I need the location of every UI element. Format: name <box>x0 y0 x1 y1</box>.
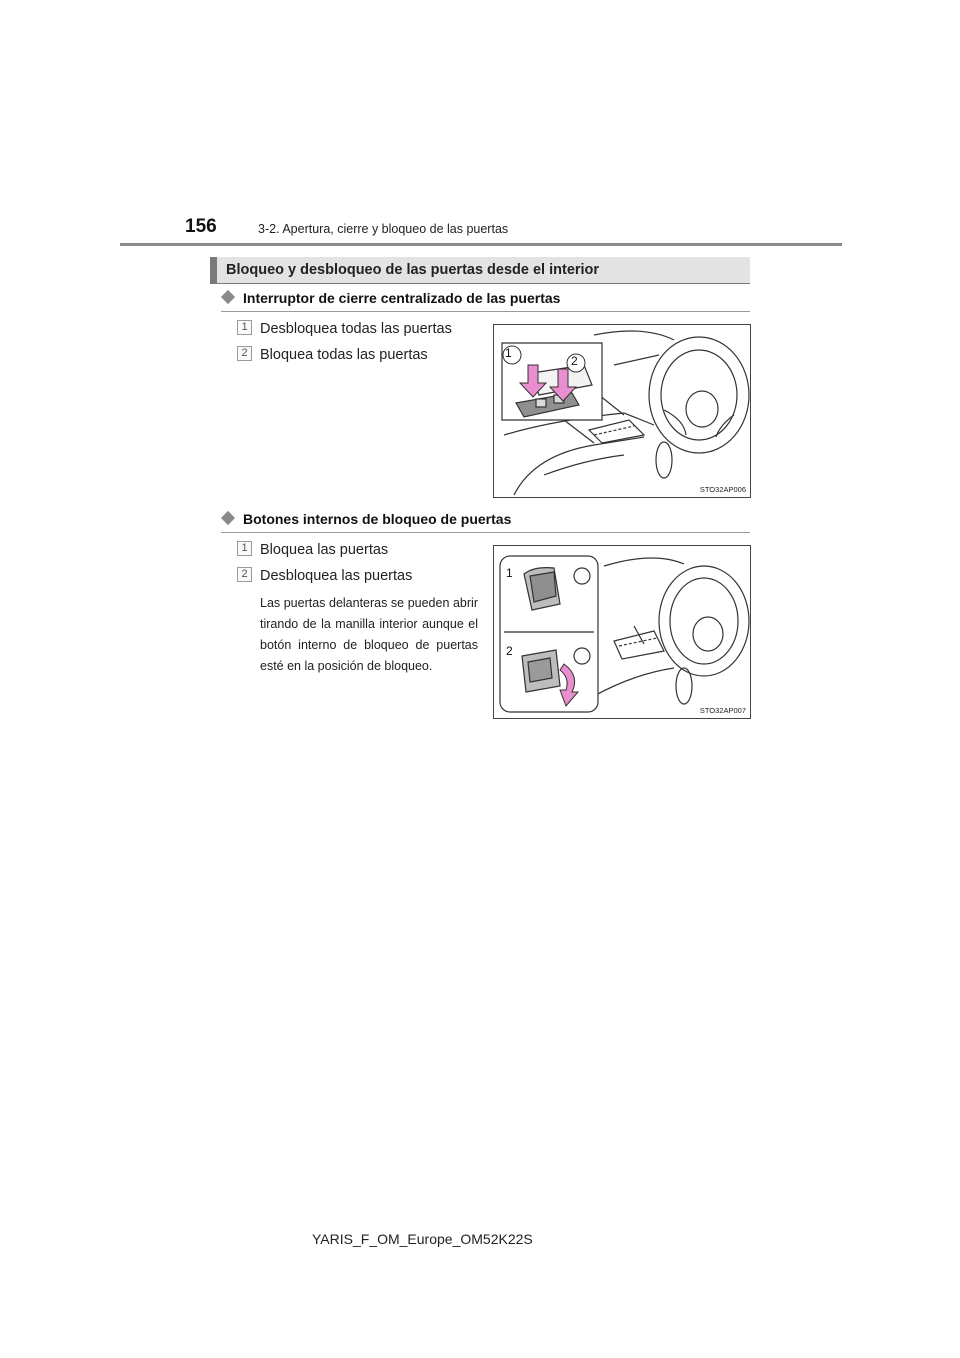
section-title: 3-2. Apertura, cierre y bloqueo de las puertas <box>258 222 509 236</box>
subheading-text: Botones internos de bloqueo de puertas <box>243 511 512 527</box>
diamond-bullet-icon <box>221 511 235 525</box>
item-text: Desbloquea todas las puertas <box>260 321 452 337</box>
page-number: 156 <box>185 216 217 237</box>
heading-text: Bloqueo y desbloqueo de las puertas desde el interior <box>226 262 600 278</box>
callout-1: 1 <box>505 346 512 360</box>
figure-central-lock-switch <box>493 324 751 498</box>
heading-accent <box>210 257 217 283</box>
callout-2: 2 <box>571 354 578 368</box>
item-text: Bloquea las puertas <box>260 542 389 558</box>
figure-inside-lock-buttons <box>493 545 751 719</box>
subheading-inside-lock-buttons <box>221 511 750 533</box>
callout-1: 1 <box>506 566 513 580</box>
footer-doc-id: YARIS_F_OM_Europe_OM52K22S <box>312 1231 533 1247</box>
item-number-icon: 2 <box>237 346 252 361</box>
item-text: Desbloquea las puertas <box>260 568 413 584</box>
item-text: Bloquea todas las puertas <box>260 347 428 363</box>
heading-bar <box>210 257 750 284</box>
header-rule <box>120 243 842 246</box>
figure-code: STO32AP007 <box>699 706 746 715</box>
diamond-bullet-icon <box>221 290 235 304</box>
subheading-central-lock <box>221 290 750 312</box>
lock-button-illustration <box>494 546 751 719</box>
item-number-icon: 1 <box>237 541 252 556</box>
figure-code: STO32AP006 <box>699 485 746 494</box>
item-number-icon: 2 <box>237 567 252 582</box>
door-switch-illustration <box>494 325 751 498</box>
subheading-text: Interruptor de cierre centralizado de las puertas <box>243 290 561 306</box>
note-paragraph: Las puertas delanteras se pueden abrir tirando de la manilla interior aunque el botón interno de bloqueo de puertas esté en la posición de bloqueo. <box>260 596 478 673</box>
item-number-icon: 1 <box>237 320 252 335</box>
callout-2: 2 <box>506 644 513 658</box>
